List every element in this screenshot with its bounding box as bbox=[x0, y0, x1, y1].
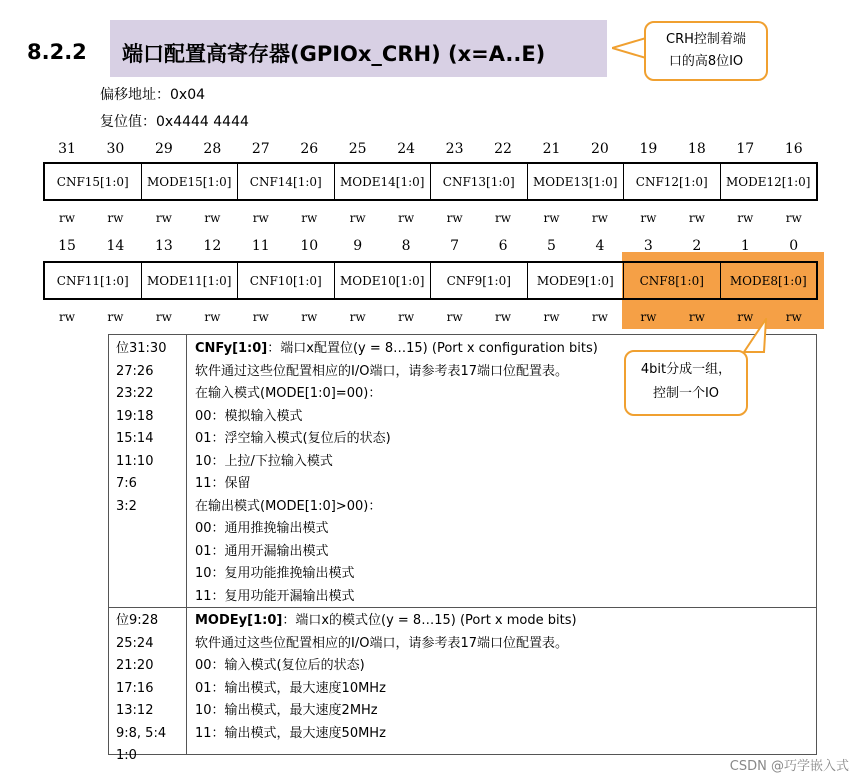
register-field: CNF14[1:0] bbox=[238, 164, 335, 199]
bit-range: 1:0 bbox=[116, 748, 137, 763]
bit-number: 30 bbox=[106, 141, 125, 157]
bit-number: 9 bbox=[353, 238, 363, 254]
description-line: 在输出模式(MODE[1:0]>00)： bbox=[195, 498, 382, 514]
access-rw: rw bbox=[252, 310, 269, 324]
callout-line: 口的高8位IO bbox=[668, 54, 744, 69]
callout-4bit-note bbox=[624, 350, 748, 416]
access-rw: rw bbox=[495, 310, 512, 324]
bit-number: 8 bbox=[401, 238, 411, 254]
bit-number: 15 bbox=[58, 238, 76, 254]
bit-range: 位9:28 bbox=[116, 613, 159, 628]
register-field: MODE13[1:0] bbox=[528, 164, 625, 199]
access-rw: rw bbox=[301, 310, 318, 324]
callout-line: 控制一个IO bbox=[652, 386, 720, 401]
bit-number: 28 bbox=[203, 141, 222, 157]
description-line: 10：输出模式，最大速度2MHz bbox=[195, 703, 378, 718]
bit-range: 7:6 bbox=[116, 476, 137, 491]
access-rw: rw bbox=[446, 211, 463, 225]
bit-number: 5 bbox=[547, 238, 556, 254]
callout-pointer bbox=[612, 37, 648, 59]
bit-number: 29 bbox=[154, 141, 173, 157]
access-rw: rw bbox=[688, 211, 705, 225]
access-rw: rw bbox=[640, 310, 657, 324]
register-field: MODE10[1:0] bbox=[335, 263, 432, 298]
bit-range: 21:20 bbox=[116, 658, 154, 673]
bit-range: 13:12 bbox=[116, 703, 154, 718]
bit-number: 6 bbox=[498, 238, 508, 254]
description-line: 在输入模式(MODE[1:0]=00)： bbox=[195, 386, 382, 401]
bit-number: 31 bbox=[58, 141, 76, 157]
register-field: MODE9[1:0] bbox=[528, 263, 625, 298]
access-rw: rw bbox=[349, 310, 366, 324]
cnf-field-desc: ：端口x配置位(y = 8…15) (Port x configuration bits) bbox=[267, 341, 598, 356]
access-rw: rw bbox=[155, 211, 172, 225]
register-field: CNF12[1:0] bbox=[624, 164, 721, 199]
description-line: 01：通用开漏输出模式 bbox=[195, 543, 329, 559]
mode-field-name: MODEy[1:0] bbox=[195, 613, 283, 628]
register-field: CNF9[1:0] bbox=[431, 263, 528, 298]
mode-field-desc: ：端口x的模式位(y = 8…15) (Port x mode bits) bbox=[282, 613, 577, 628]
bit-range: 9:8, 5:4 bbox=[116, 725, 167, 741]
watermark: CSDN @巧学嵌入式 bbox=[729, 759, 849, 774]
bit-range: 25:24 bbox=[116, 635, 154, 651]
access-rw: rw bbox=[543, 310, 560, 324]
access-rw: rw bbox=[107, 211, 124, 225]
reset-value: 复位值：0x4444 4444 bbox=[100, 114, 249, 130]
access-rw: rw bbox=[398, 211, 415, 225]
access-rw: rw bbox=[204, 211, 221, 225]
mode-description bbox=[195, 610, 577, 745]
callout-line: 4bit分成一组， bbox=[640, 362, 732, 377]
register-field: CNF10[1:0] bbox=[238, 263, 335, 298]
bit-number: 23 bbox=[445, 141, 464, 157]
access-rw: rw bbox=[737, 310, 754, 324]
bit-number: 20 bbox=[591, 141, 609, 157]
access-rw: rw bbox=[58, 211, 75, 225]
description-line: 11：保留 bbox=[195, 476, 251, 491]
access-rw: rw bbox=[543, 211, 560, 225]
bit-number: 24 bbox=[397, 141, 416, 157]
bit-number: 2 bbox=[692, 238, 702, 254]
access-rw: rw bbox=[398, 310, 415, 324]
description-line: 00：输入模式(复位后的状态) bbox=[195, 658, 365, 673]
bit-range: 17:16 bbox=[116, 680, 154, 696]
bit-range: 3:2 bbox=[116, 498, 137, 514]
callout-pointer bbox=[740, 318, 770, 354]
bit-number: 12 bbox=[203, 238, 222, 254]
description-line: 10：上拉/下拉输入模式 bbox=[195, 453, 333, 469]
description-line: 软件通过这些位配置相应的I/O端口，请参考表17端口位配置表。 bbox=[195, 635, 568, 651]
description-line: 00：模拟输入模式 bbox=[195, 408, 303, 424]
mode-bit-list bbox=[116, 610, 166, 768]
register-field: MODE12[1:0] bbox=[726, 174, 811, 189]
bit-number: 26 bbox=[300, 141, 319, 157]
register-field: MODE15[1:0] bbox=[142, 164, 239, 199]
access-rw: rw bbox=[591, 211, 608, 225]
bit-range: 位31:30 bbox=[116, 341, 167, 356]
access-rw: rw bbox=[252, 211, 269, 225]
access-rw: rw bbox=[301, 211, 318, 225]
description-line: 00：通用推挽输出模式 bbox=[195, 521, 329, 536]
bit-range: 27:26 bbox=[116, 363, 154, 379]
register-field: MODE14[1:0] bbox=[335, 164, 432, 199]
access-rw: rw bbox=[204, 310, 221, 324]
bit-range: 23:22 bbox=[116, 386, 154, 401]
bit-number: 0 bbox=[789, 238, 799, 254]
description-line: 11：输出模式，最大速度50MHz bbox=[195, 725, 386, 741]
access-rw: rw bbox=[495, 211, 512, 225]
bit-number: 3 bbox=[643, 238, 653, 254]
access-rw: rw bbox=[785, 310, 802, 324]
register-field: MODE8[1:0] bbox=[729, 273, 807, 288]
bit-number: 22 bbox=[494, 141, 512, 157]
bit-number: 11 bbox=[251, 238, 270, 254]
bit-number: 13 bbox=[154, 238, 173, 254]
register-field: MODE11[1:0] bbox=[142, 263, 239, 298]
register-field: CNF11[1:0] bbox=[45, 263, 142, 298]
bit-number: 1 bbox=[740, 238, 750, 254]
bit-range: 19:18 bbox=[116, 408, 154, 424]
register-row-lower bbox=[43, 261, 818, 300]
offset-address: 偏移地址：0x04 bbox=[100, 87, 206, 103]
cnf-description bbox=[195, 338, 598, 608]
description-line: 软件通过这些位配置相应的I/O端口，请参考表17端口位配置表。 bbox=[195, 363, 568, 379]
table-column-divider bbox=[186, 334, 187, 755]
access-rw: rw bbox=[737, 211, 754, 225]
access-rw: rw bbox=[155, 310, 172, 324]
description-line: 01：浮空输入模式(复位后的状态) bbox=[195, 431, 391, 446]
bit-number: 10 bbox=[300, 238, 319, 254]
bit-range: 11:10 bbox=[116, 453, 154, 469]
access-rw: rw bbox=[640, 211, 657, 225]
cnf-bit-list bbox=[116, 338, 166, 518]
register-field: CNF15[1:0] bbox=[45, 164, 142, 199]
bit-number: 25 bbox=[348, 141, 367, 157]
bit-range: 15:14 bbox=[116, 431, 154, 446]
bit-number: 17 bbox=[736, 141, 755, 157]
section-title: 端口配置高寄存器(GPIOx_CRH) (x=A..E) bbox=[122, 42, 546, 66]
section-number: 8.2.2 bbox=[27, 40, 87, 64]
register-field: CNF13[1:0] bbox=[431, 164, 528, 199]
description-line: 11：复用功能开漏输出模式 bbox=[195, 588, 355, 604]
cnf-field-name: CNFy[1:0] bbox=[195, 341, 268, 356]
description-line: 01：输出模式，最大速度10MHz bbox=[195, 680, 386, 696]
bit-number: 4 bbox=[595, 238, 605, 254]
access-rw: rw bbox=[58, 310, 75, 324]
access-rw: rw bbox=[785, 211, 802, 225]
access-rw: rw bbox=[446, 310, 463, 324]
bit-number: 14 bbox=[106, 238, 125, 254]
access-rw: rw bbox=[107, 310, 124, 324]
callout-crh-note bbox=[644, 21, 768, 81]
bit-number: 18 bbox=[687, 141, 706, 157]
bit-number: 27 bbox=[251, 141, 270, 157]
register-field: CNF8[1:0] bbox=[624, 263, 721, 298]
bit-number: 16 bbox=[784, 141, 803, 157]
access-rw: rw bbox=[688, 310, 705, 324]
bit-number: 21 bbox=[542, 141, 561, 157]
access-rw: rw bbox=[591, 310, 608, 324]
description-line: 10：复用功能推挽输出模式 bbox=[195, 566, 355, 581]
bit-number: 19 bbox=[639, 141, 658, 157]
access-rw: rw bbox=[349, 211, 366, 225]
register-row-upper bbox=[43, 162, 818, 201]
callout-line: CRH控制着端 bbox=[666, 32, 746, 47]
bit-number: 7 bbox=[450, 238, 460, 254]
